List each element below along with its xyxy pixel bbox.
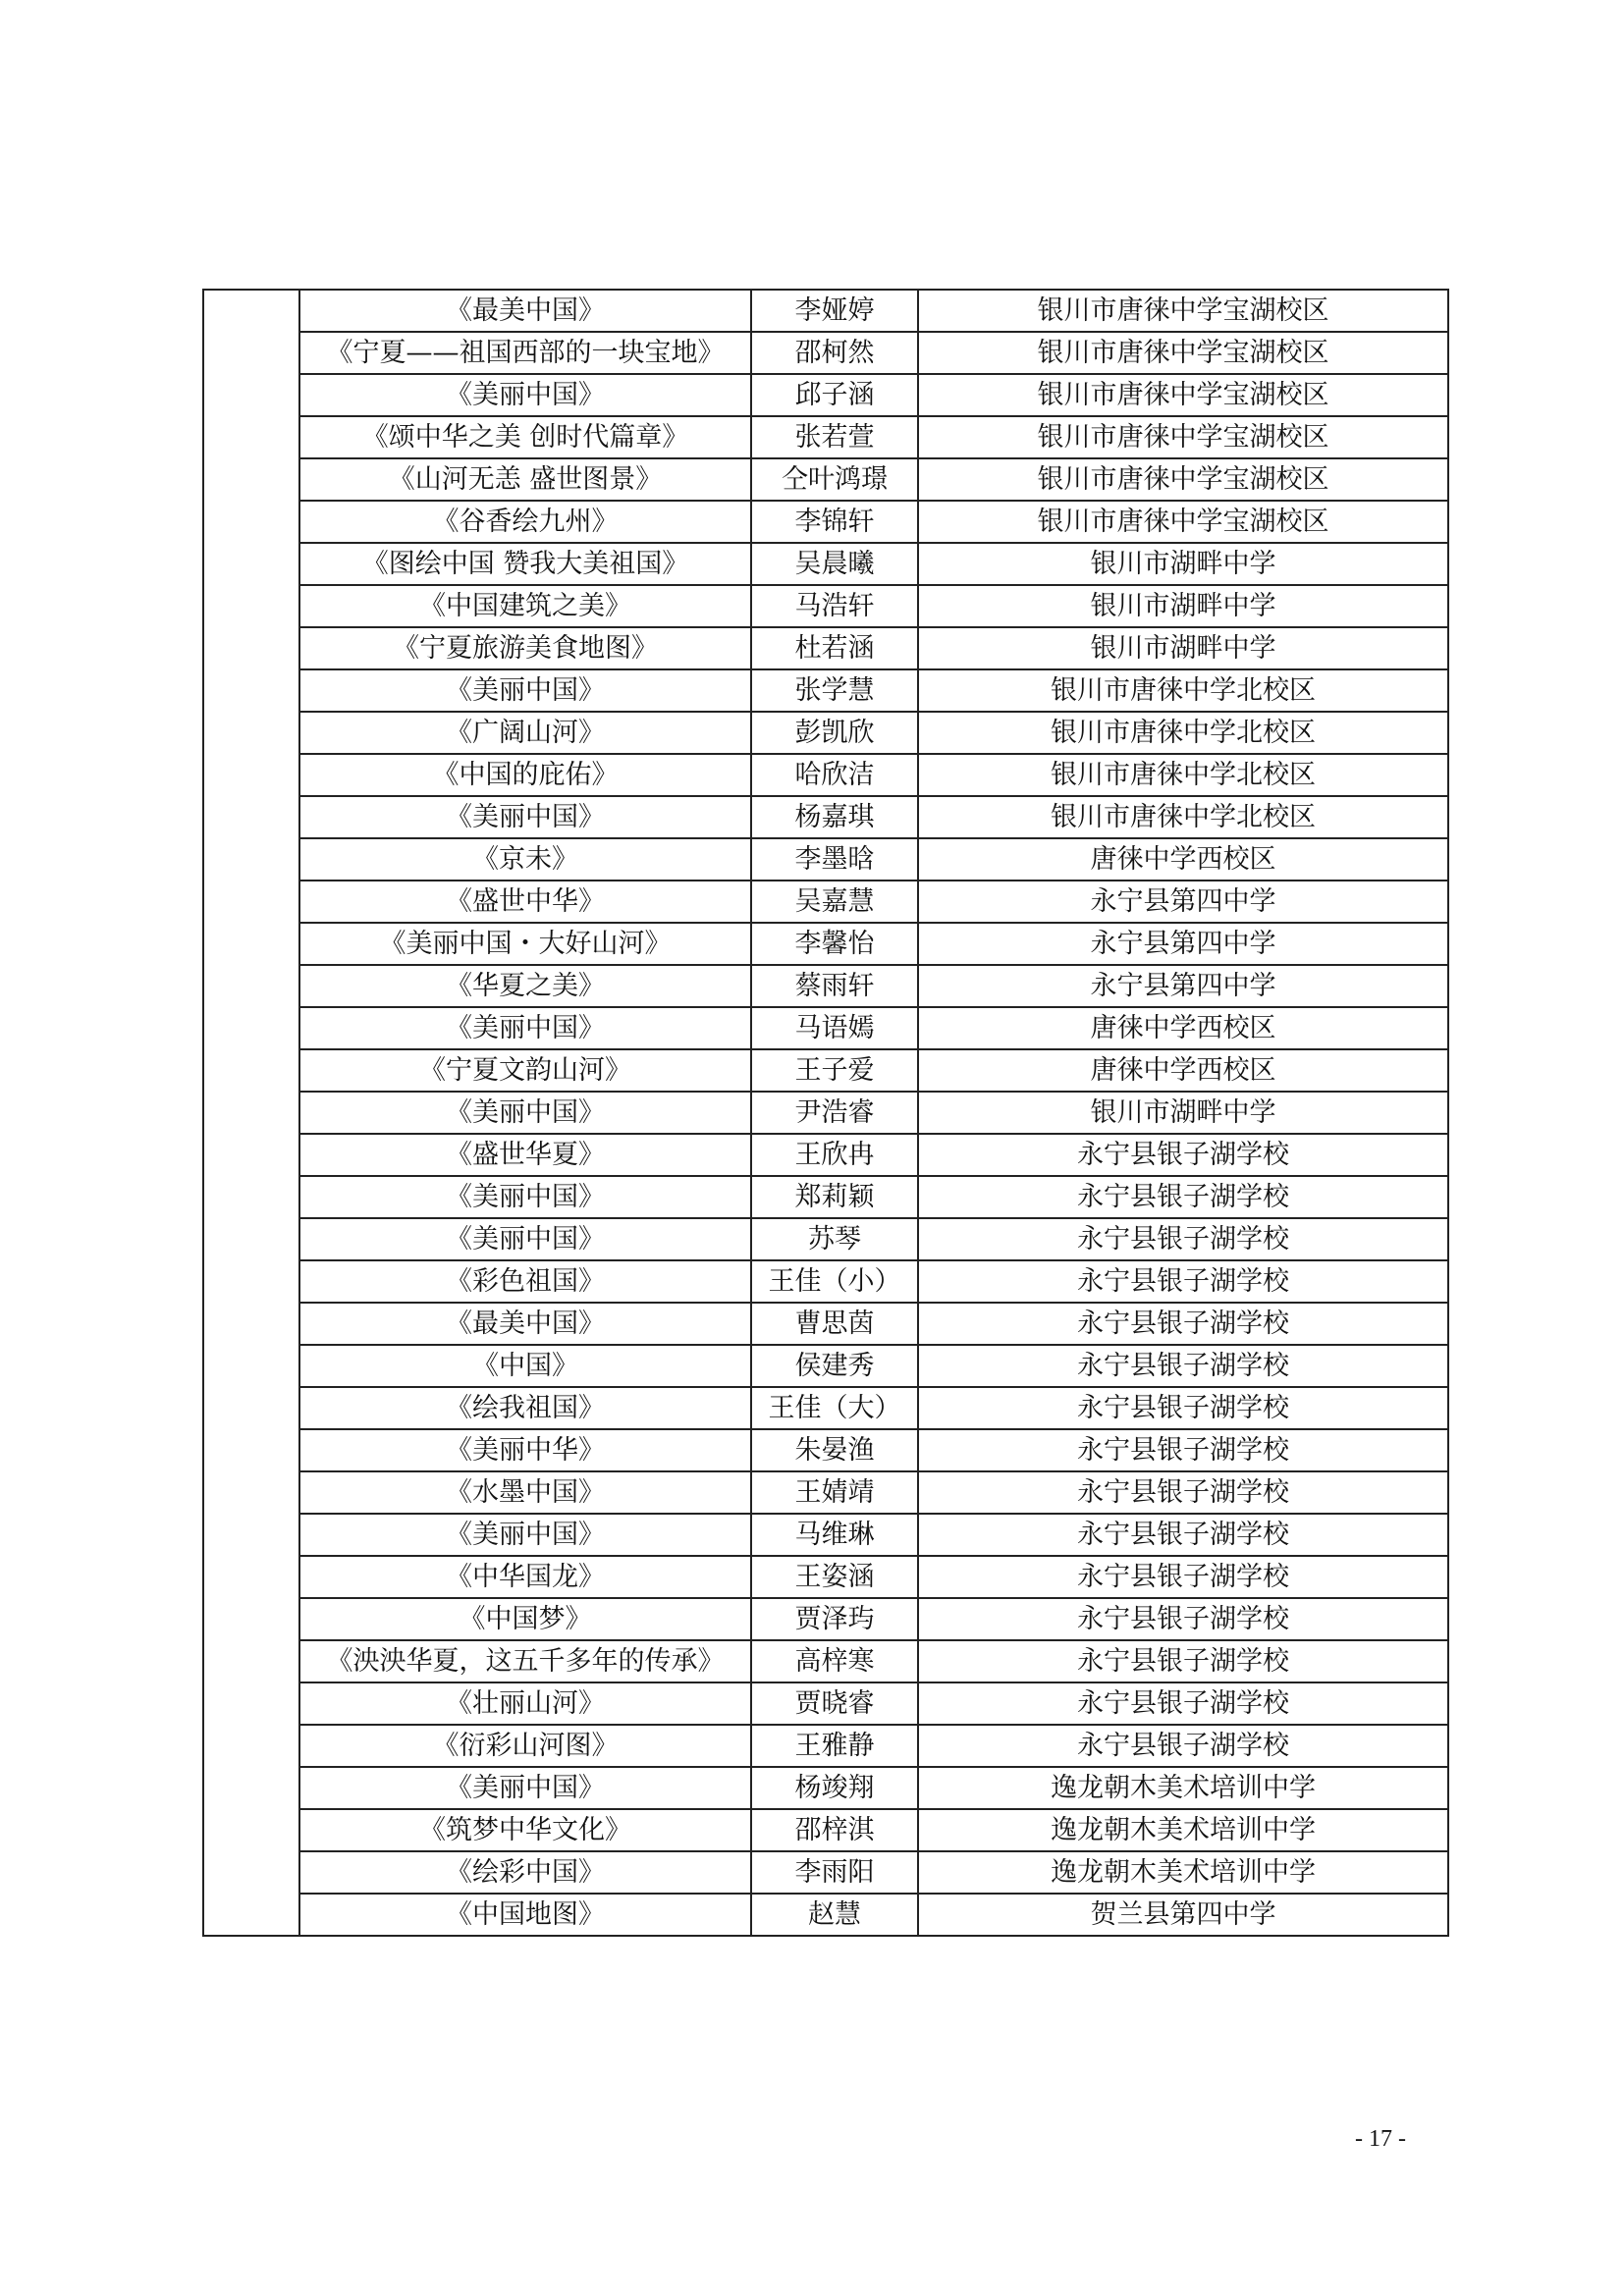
work-title-cell: 《华夏之美》 [299, 965, 751, 1007]
work-title-cell: 《美丽中华》 [299, 1429, 751, 1471]
author-name-cell: 李雨阳 [751, 1851, 918, 1894]
work-title-cell: 《美丽中国》 [299, 374, 751, 416]
table-row [203, 796, 1448, 838]
table-row [203, 585, 1448, 627]
school-cell: 永宁县银子湖学校 [918, 1260, 1448, 1303]
work-title-cell: 《美丽中国》 [299, 1092, 751, 1134]
school-cell: 永宁县银子湖学校 [918, 1387, 1448, 1429]
work-title-cell: 《山河无恙 盛世图景》 [299, 458, 751, 501]
table-row [203, 458, 1448, 501]
school-cell: 银川市唐徕中学宝湖校区 [918, 416, 1448, 458]
work-title-cell: 《宁夏——祖国西部的一块宝地》 [299, 332, 751, 374]
table-row [203, 754, 1448, 796]
table-row [203, 669, 1448, 712]
author-name-cell: 郑莉颖 [751, 1176, 918, 1218]
work-title-cell: 《盛世中华》 [299, 881, 751, 923]
school-cell: 逸龙朝木美术培训中学 [918, 1851, 1448, 1894]
table-row [203, 1134, 1448, 1176]
school-cell: 银川市唐徕中学宝湖校区 [918, 501, 1448, 543]
school-cell: 永宁县银子湖学校 [918, 1640, 1448, 1682]
author-name-cell: 王雅静 [751, 1725, 918, 1767]
table-row [203, 627, 1448, 669]
school-cell: 永宁县银子湖学校 [918, 1514, 1448, 1556]
school-cell: 银川市湖畔中学 [918, 585, 1448, 627]
work-title-cell: 《最美中国》 [299, 1303, 751, 1345]
work-title-cell: 《筑梦中华文化》 [299, 1809, 751, 1851]
work-title-cell: 《宁夏文韵山河》 [299, 1049, 751, 1092]
author-name-cell: 张若萱 [751, 416, 918, 458]
table-row [203, 374, 1448, 416]
school-cell: 银川市唐徕中学北校区 [918, 712, 1448, 754]
work-title-cell: 《泱泱华夏，这五千多年的传承》 [299, 1640, 751, 1682]
work-title-cell: 《美丽中国》 [299, 1007, 751, 1049]
table-row [203, 1471, 1448, 1514]
table-row [203, 1809, 1448, 1851]
author-name-cell: 马浩轩 [751, 585, 918, 627]
table-row [203, 332, 1448, 374]
author-name-cell: 王姿涵 [751, 1556, 918, 1598]
table-row [203, 501, 1448, 543]
author-name-cell: 哈欣洁 [751, 754, 918, 796]
work-title-cell: 《中国》 [299, 1345, 751, 1387]
school-cell: 银川市湖畔中学 [918, 1092, 1448, 1134]
school-cell: 银川市唐徕中学北校区 [918, 669, 1448, 712]
table-row [203, 923, 1448, 965]
author-name-cell: 杨竣翔 [751, 1767, 918, 1809]
table-row [203, 1260, 1448, 1303]
author-name-cell: 吴晨曦 [751, 543, 918, 585]
table-row [203, 1007, 1448, 1049]
table-row [203, 416, 1448, 458]
author-name-cell: 赵慧 [751, 1894, 918, 1936]
category-cell-empty [203, 290, 299, 1936]
table-row [203, 543, 1448, 585]
table-row [203, 1682, 1448, 1725]
school-cell: 银川市唐徕中学宝湖校区 [918, 332, 1448, 374]
table-row [203, 1429, 1448, 1471]
author-name-cell: 王佳（大） [751, 1387, 918, 1429]
author-name-cell: 杨嘉琪 [751, 796, 918, 838]
author-name-cell: 贾泽玙 [751, 1598, 918, 1640]
author-name-cell: 尹浩睿 [751, 1092, 918, 1134]
school-cell: 逸龙朝木美术培训中学 [918, 1767, 1448, 1809]
school-cell: 永宁县银子湖学校 [918, 1471, 1448, 1514]
author-name-cell: 张学慧 [751, 669, 918, 712]
table-row [203, 1303, 1448, 1345]
work-title-cell: 《水墨中国》 [299, 1471, 751, 1514]
work-title-cell: 《谷香绘九州》 [299, 501, 751, 543]
author-name-cell: 王欣冉 [751, 1134, 918, 1176]
work-title-cell: 《京未》 [299, 838, 751, 881]
table-row [203, 1556, 1448, 1598]
work-title-cell: 《美丽中国》 [299, 1514, 751, 1556]
page-number: - 17 - [1355, 2126, 1406, 2152]
table-row [203, 965, 1448, 1007]
school-cell: 永宁县银子湖学校 [918, 1134, 1448, 1176]
table-row [203, 838, 1448, 881]
author-name-cell: 李锦轩 [751, 501, 918, 543]
author-name-cell: 王婧靖 [751, 1471, 918, 1514]
school-cell: 永宁县银子湖学校 [918, 1725, 1448, 1767]
author-name-cell: 李馨怡 [751, 923, 918, 965]
school-cell: 永宁县银子湖学校 [918, 1218, 1448, 1260]
author-name-cell: 苏琴 [751, 1218, 918, 1260]
table-row [203, 1092, 1448, 1134]
author-name-cell: 马维琳 [751, 1514, 918, 1556]
work-title-cell: 《美丽中国》 [299, 1767, 751, 1809]
author-name-cell: 曹思茵 [751, 1303, 918, 1345]
author-name-cell: 邱子涵 [751, 374, 918, 416]
table-row [203, 1640, 1448, 1682]
school-cell: 唐徕中学西校区 [918, 1049, 1448, 1092]
table-row [203, 881, 1448, 923]
table-row [203, 1514, 1448, 1556]
author-name-cell: 马语嫣 [751, 1007, 918, 1049]
work-title-cell: 《美丽中国》 [299, 1176, 751, 1218]
work-title-cell: 《绘彩中国》 [299, 1851, 751, 1894]
school-cell: 永宁县第四中学 [918, 965, 1448, 1007]
school-cell: 永宁县第四中学 [918, 923, 1448, 965]
school-cell: 永宁县银子湖学校 [918, 1598, 1448, 1640]
work-title-cell: 《壮丽山河》 [299, 1682, 751, 1725]
table-row [203, 1767, 1448, 1809]
author-name-cell: 贾晓睿 [751, 1682, 918, 1725]
school-cell: 永宁县银子湖学校 [918, 1556, 1448, 1598]
school-cell: 贺兰县第四中学 [918, 1894, 1448, 1936]
school-cell: 唐徕中学西校区 [918, 838, 1448, 881]
work-title-cell: 《盛世华夏》 [299, 1134, 751, 1176]
school-cell: 永宁县银子湖学校 [918, 1682, 1448, 1725]
table-row [203, 1598, 1448, 1640]
school-cell: 银川市湖畔中学 [918, 627, 1448, 669]
work-title-cell: 《宁夏旅游美食地图》 [299, 627, 751, 669]
school-cell: 逸龙朝木美术培训中学 [918, 1809, 1448, 1851]
work-title-cell: 《最美中国》 [299, 290, 751, 332]
work-title-cell: 《美丽中国》 [299, 796, 751, 838]
author-name-cell: 吴嘉慧 [751, 881, 918, 923]
work-title-cell: 《美丽中国・大好山河》 [299, 923, 751, 965]
school-cell: 银川市唐徕中学宝湖校区 [918, 458, 1448, 501]
school-cell: 银川市唐徕中学北校区 [918, 754, 1448, 796]
school-cell: 永宁县银子湖学校 [918, 1429, 1448, 1471]
author-name-cell: 朱晏渔 [751, 1429, 918, 1471]
table-row [203, 1894, 1448, 1936]
work-title-cell: 《中华国龙》 [299, 1556, 751, 1598]
work-title-cell: 《美丽中国》 [299, 1218, 751, 1260]
work-title-cell: 《颂中华之美 创时代篇章》 [299, 416, 751, 458]
school-cell: 唐徕中学西校区 [918, 1007, 1448, 1049]
award-list-table [202, 289, 1449, 1937]
work-title-cell: 《彩色祖国》 [299, 1260, 751, 1303]
author-name-cell: 王佳（小） [751, 1260, 918, 1303]
author-name-cell: 高梓寒 [751, 1640, 918, 1682]
author-name-cell: 邵柯然 [751, 332, 918, 374]
author-name-cell: 杜若涵 [751, 627, 918, 669]
work-title-cell: 《绘我祖国》 [299, 1387, 751, 1429]
work-title-cell: 《中国的庇佑》 [299, 754, 751, 796]
author-name-cell: 蔡雨轩 [751, 965, 918, 1007]
author-name-cell: 王子爱 [751, 1049, 918, 1092]
school-cell: 永宁县银子湖学校 [918, 1303, 1448, 1345]
table-row [203, 1049, 1448, 1092]
table-row [203, 1851, 1448, 1894]
work-title-cell: 《衍彩山河图》 [299, 1725, 751, 1767]
work-title-cell: 《中国梦》 [299, 1598, 751, 1640]
author-name-cell: 邵梓淇 [751, 1809, 918, 1851]
author-name-cell: 李娅婷 [751, 290, 918, 332]
table-row [203, 712, 1448, 754]
table-row [203, 1725, 1448, 1767]
school-cell: 永宁县银子湖学校 [918, 1345, 1448, 1387]
school-cell: 永宁县第四中学 [918, 881, 1448, 923]
work-title-cell: 《图绘中国 赞我大美祖国》 [299, 543, 751, 585]
table-row [203, 1387, 1448, 1429]
school-cell: 银川市唐徕中学宝湖校区 [918, 374, 1448, 416]
author-name-cell: 李墨晗 [751, 838, 918, 881]
school-cell: 银川市唐徕中学宝湖校区 [918, 290, 1448, 332]
school-cell: 银川市唐徕中学北校区 [918, 796, 1448, 838]
table-row [203, 1345, 1448, 1387]
table-row [203, 1176, 1448, 1218]
author-name-cell: 彭凯欣 [751, 712, 918, 754]
table-row [203, 1218, 1448, 1260]
work-title-cell: 《中国地图》 [299, 1894, 751, 1936]
work-title-cell: 《美丽中国》 [299, 669, 751, 712]
school-cell: 永宁县银子湖学校 [918, 1176, 1448, 1218]
work-title-cell: 《广阔山河》 [299, 712, 751, 754]
author-name-cell: 仝叶鸿璟 [751, 458, 918, 501]
school-cell: 银川市湖畔中学 [918, 543, 1448, 585]
author-name-cell: 侯建秀 [751, 1345, 918, 1387]
work-title-cell: 《中国建筑之美》 [299, 585, 751, 627]
table-row [203, 290, 1448, 332]
